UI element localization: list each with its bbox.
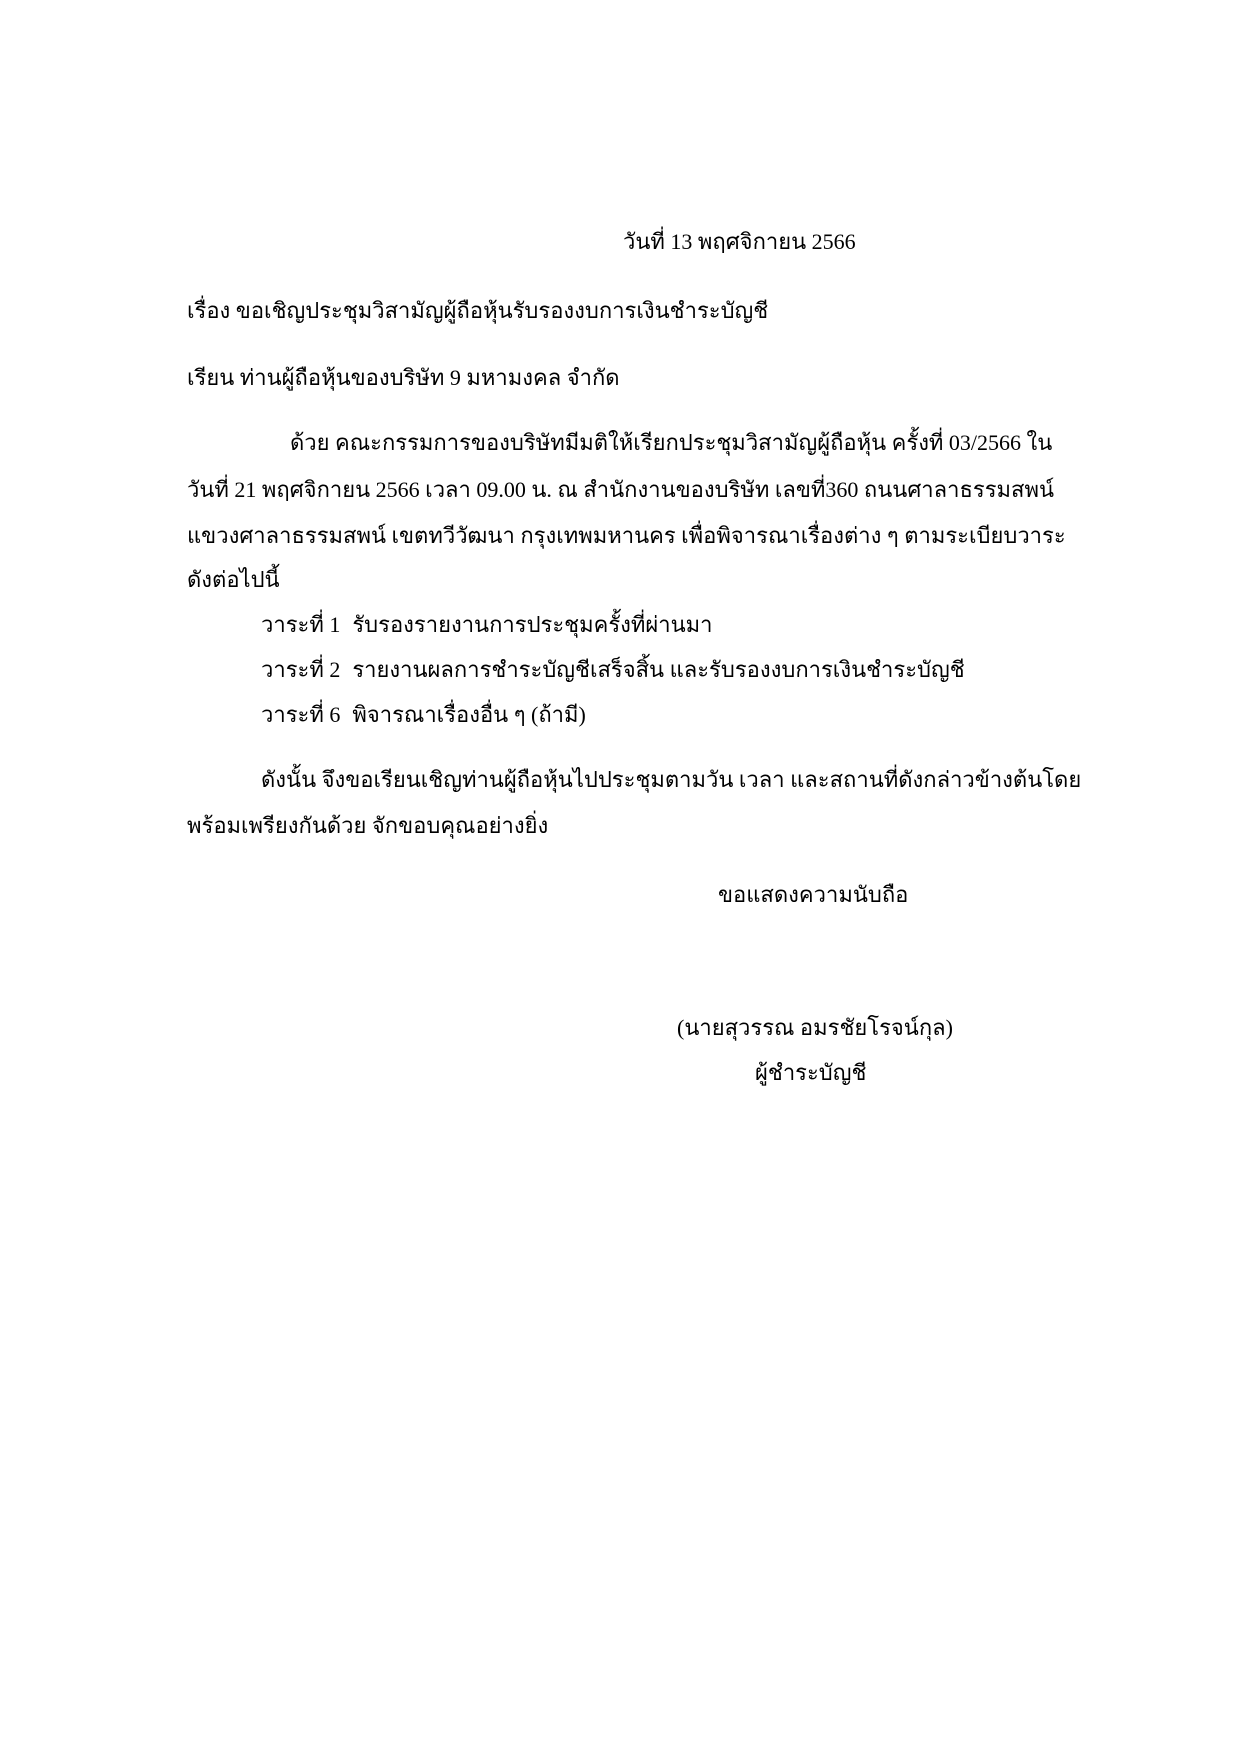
body-paragraph-1-line-1 (187, 428, 1053, 458)
body-paragraph-1-line-2: วันที่ 21 พฤศจิกายน 2566 เวลา 09.00 น. ณ สำนักงานของบริษัท เลขที่360 ถนนศาลาธรรมสพน์ (187, 477, 1055, 502)
signatory-name: (นายสุวรรณ อมรชัยโรจน์กุล) (677, 1015, 953, 1040)
body-paragraph-1-line-3: แขวงศาลาธรรมสพน์ เขตทวีวัฒนา กรุงเทพมหานคร เพื่อพิจารณาเรื่องต่าง ๆ ตามระเบียบวาระ (187, 523, 1066, 548)
agenda-item-text: รายงานผลการชำระบัญชีเสร็จสิ้น และรับรองงบการเงินชำระบัญชี (352, 657, 965, 682)
agenda-item-number: วาระที่ 6 (261, 702, 341, 727)
letter-recipient: เรียน ท่านผู้ถือหุ้นของบริษัท 9 มหามงคล จำกัด (187, 365, 620, 390)
agenda-item (261, 700, 586, 730)
letter-date: วันที่ 13 พฤศจิกายน 2566 (623, 229, 856, 254)
letter-closing: ขอแสดงความนับถือ (718, 882, 909, 907)
agenda-item-number: วาระที่ 1 (261, 612, 341, 637)
body-paragraph-2-line-1-text: ดังนั้น จึงขอเรียนเชิญท่านผู้ถือหุ้นไปประชุมตามวัน เวลา และสถานที่ดังกล่าวข้างต้นโดย (261, 767, 1082, 792)
body-paragraph-1-line-1-text: ด้วย คณะกรรมการของบริษัทมีมติให้เรียกประชุมวิสามัญผู้ถือหุ้น ครั้งที่ 03/2566 ใน (290, 430, 1053, 455)
agenda-item-text: รับรองรายงานการประชุมครั้งที่ผ่านมา (352, 612, 713, 637)
agenda-item-number: วาระที่ 2 (261, 657, 341, 682)
agenda-item (261, 610, 713, 640)
body-paragraph-2-line-1 (187, 765, 1082, 795)
body-paragraph-1-line-4: ดังต่อไปนี้ (187, 567, 280, 592)
agenda-item-text: พิจารณาเรื่องอื่น ๆ (ถ้ามี) (352, 702, 586, 727)
letter-subject: เรื่อง ขอเชิญประชุมวิสามัญผู้ถือหุ้นรับรองงบการเงินชำระบัญชี (187, 298, 769, 323)
body-paragraph-2-line-2: พร้อมเพรียงกันด้วย จักขอบคุณอย่างยิ่ง (187, 813, 549, 838)
agenda-item (261, 655, 965, 685)
signatory-title: ผู้ชำระบัญชี (755, 1060, 867, 1085)
